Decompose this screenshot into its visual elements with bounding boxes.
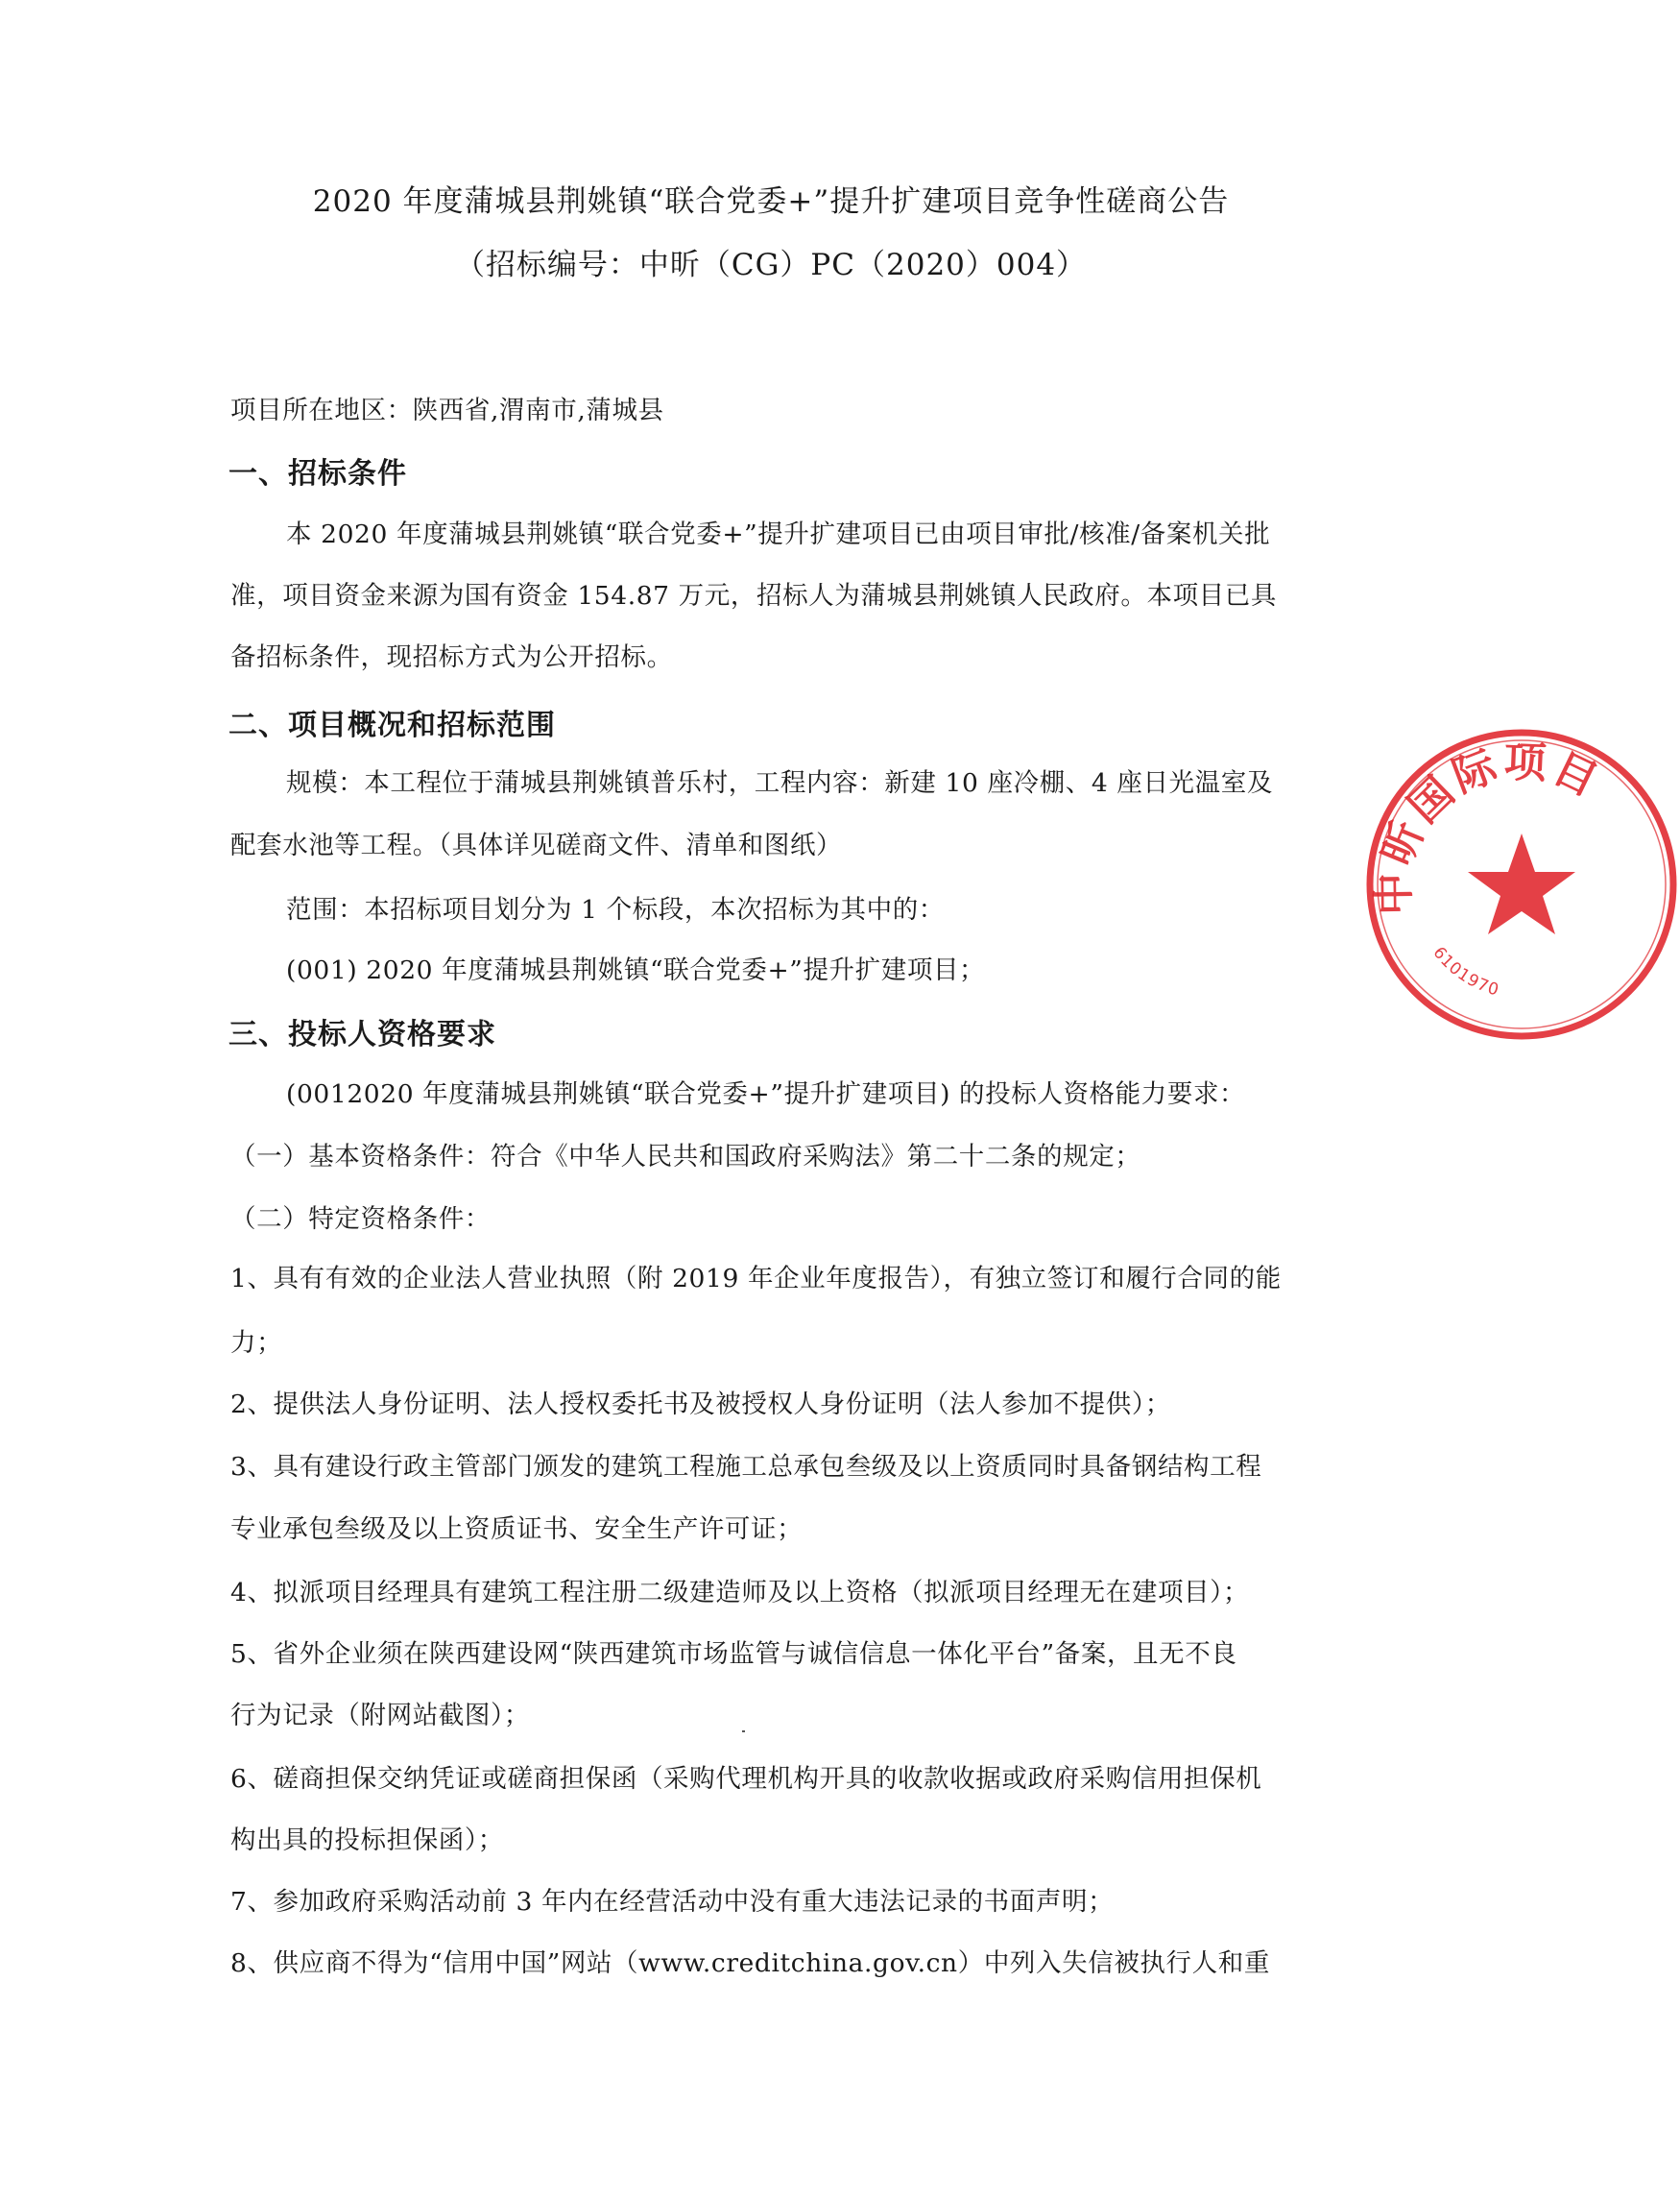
paragraph-line: 7、参加政府采购活动前 3 年内在经营活动中没有重大违法记录的书面声明；	[230, 1887, 1115, 1917]
paragraph-line: 1、具有有效的企业法人营业执照（附 2019 年企业年度报告），有独立签订和履行合同的能	[230, 1264, 1282, 1293]
paragraph-line: 行为记录（附网站截图）；	[230, 1701, 530, 1730]
scan-speck	[742, 1730, 745, 1732]
paragraph-line: 5、省外企业须在陕西建设网“陕西建筑市场监管与诚信信息一体化平台”备案，且无不良	[230, 1639, 1237, 1669]
document-title: 2020 年度蒲城县荆姚镇“联合党委+”提升扩建项目竞争性磋商公告	[312, 184, 1230, 219]
section-heading-2: 二、项目概况和招标范围	[228, 709, 556, 742]
paragraph-line: 8、供应商不得为“信用中国”网站（www.creditchina.gov.cn）中列入失信被执行人和重	[230, 1948, 1270, 1978]
paragraph-line: 4、拟派项目经理具有建筑工程注册二级建造师及以上资格（拟派项目经理无在建项目）；	[230, 1578, 1250, 1607]
paragraph-line: 力；	[230, 1328, 283, 1358]
paragraph-line: （二）特定资格条件：	[230, 1204, 491, 1234]
paragraph-line: 配套水池等工程。（具体详见磋商文件、清单和图纸）	[230, 831, 843, 860]
paragraph-line: 6、磋商担保交纳凭证或磋商担保函（采购代理机构开具的收款收据或政府采购信用担保机	[230, 1764, 1262, 1794]
seal-star-icon	[1468, 834, 1575, 934]
section-heading-3: 三、投标人资格要求	[228, 1018, 496, 1051]
svg-text:中昕国际项目	[1370, 737, 1609, 915]
official-seal-stamp	[1363, 726, 1680, 1043]
paragraph-line: 2、提供法人身份证明、法人授权委托书及被授权人身份证明（法人参加不提供）；	[230, 1389, 1171, 1419]
paragraph-line: 范围：本招标项目划分为 1 个标段，本次招标为其中的：	[286, 895, 945, 925]
paragraph-line: 准，项目资金来源为国有资金 154.87 万元，招标人为蒲城县荆姚镇人民政府。本项目已具	[230, 581, 1277, 611]
paragraph-line: （一）基本资格条件：符合《中华人民共和国政府采购法》第二十二条的规定；	[230, 1142, 1141, 1172]
svg-text:6101970	[1429, 943, 1502, 1000]
seal-number: 6101970	[1428, 943, 1502, 1001]
paragraph-line: 3、具有建设行政主管部门颁发的建筑工程施工总承包叁级及以上资质同时具备钢结构工程	[230, 1452, 1262, 1482]
paragraph-line: (0012020 年度蒲城县荆姚镇“联合党委+”提升扩建项目) 的投标人资格能力要求：	[286, 1079, 1246, 1109]
paragraph-line: 备招标条件，现招标方式为公开招标。	[230, 642, 673, 672]
seal-text: 中昕国际项目	[1369, 737, 1609, 916]
paragraph-line: 本 2020 年度蒲城县荆姚镇“联合党委+”提升扩建项目已由项目审批/核准/备案机关批	[286, 520, 1271, 549]
tender-number: （招标编号：中昕（CG）PC（2020）004）	[454, 248, 1088, 282]
paragraph-line: 专业承包叁级及以上资质证书、安全生产许可证；	[230, 1514, 804, 1544]
paragraph-line: 构出具的投标担保函）；	[230, 1825, 504, 1855]
project-location: 项目所在地区：陕西省,渭南市,蒲城县	[230, 396, 664, 425]
paragraph-line: (001) 2020 年度蒲城县荆姚镇“联合党委+”提升扩建项目；	[286, 955, 986, 985]
paragraph-line: 规模：本工程位于蒲城县荆姚镇普乐村，工程内容：新建 10 座冷棚、4 座日光温室及	[286, 768, 1273, 798]
section-heading-1: 一、招标条件	[228, 457, 407, 491]
